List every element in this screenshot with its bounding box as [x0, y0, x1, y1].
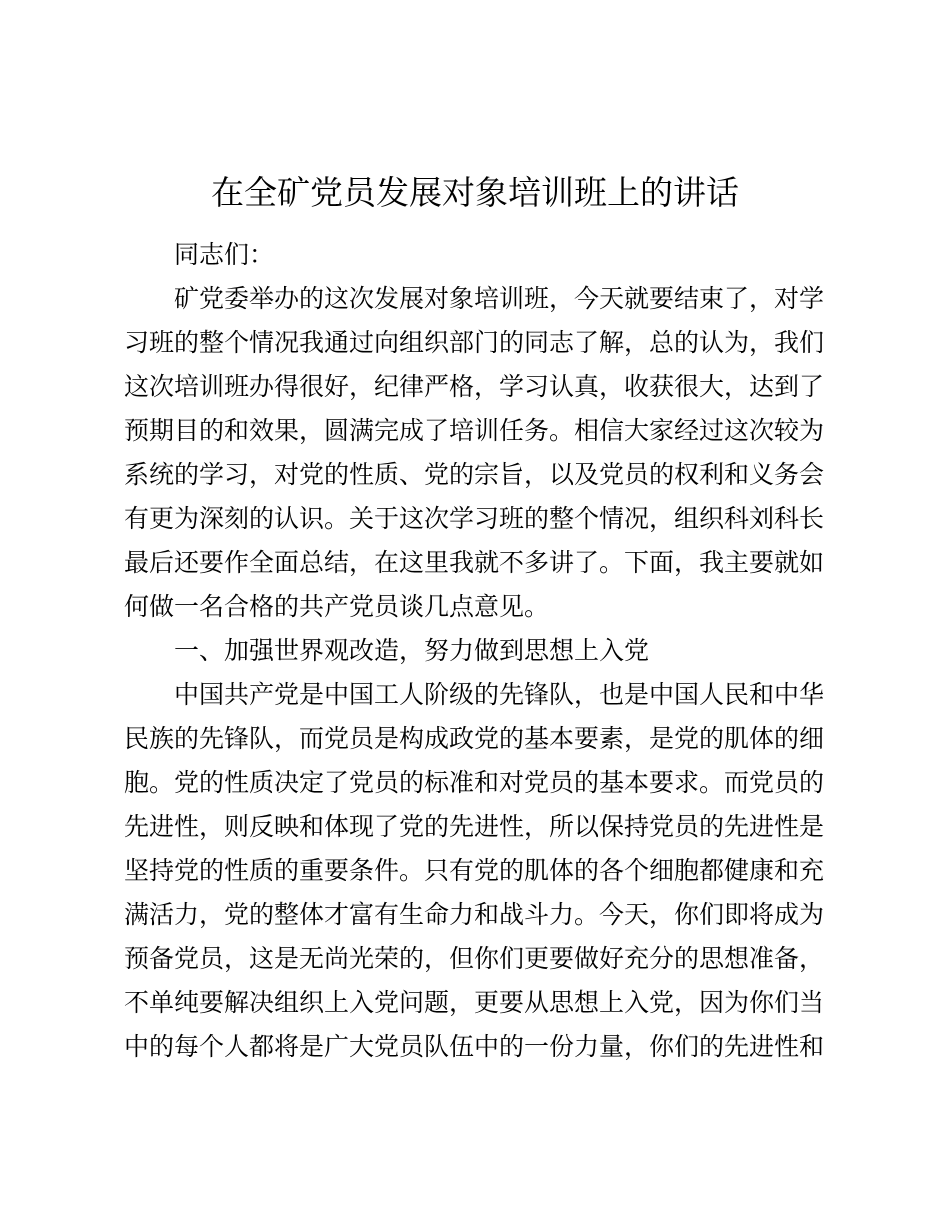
paragraph-1-line: 何做一名合格的共产党员谈几点意见。 [124, 592, 550, 621]
document-title: 在全矿党员发展对象培训班上的讲话 [211, 173, 739, 212]
paragraph-2-line: 预备党员，这是无尚光荣的，但你们更要做好充分的思想准备， [124, 944, 824, 973]
salutation: 同志们： [174, 240, 275, 269]
paragraph-2-line: 胞。党的性质决定了党员的标准和对党员的基本要求。而党员的 [124, 768, 824, 797]
paragraph-1-line: 系统的学习，对党的性质、党的宗旨，以及党员的权利和义务会 [124, 460, 824, 489]
paragraph-2-line: 中的每个人都将是广大党员队伍中的一份力量，你们的先进性和 [124, 1032, 824, 1061]
paragraph-2-line: 先进性，则反映和体现了党的先进性，所以保持党员的先进性是 [124, 812, 824, 841]
paragraph-2-line: 满活力，党的整体才富有生命力和战斗力。今天，你们即将成为 [124, 900, 824, 929]
paragraph-1-line: 最后还要作全面总结，在这里我就不多讲了。下面，我主要就如 [124, 548, 824, 577]
paragraph-1-line: 习班的整个情况我通过向组织部门的同志了解，总的认为，我们 [124, 328, 824, 357]
paragraph-1-line: 有更为深刻的认识。关于这次学习班的整个情况，组织科刘科长 [124, 504, 824, 533]
paragraph-1-line: 这次培训班办得很好，纪律严格，学习认真，收获很大，达到了 [124, 372, 824, 401]
paragraph-2-line: 不单纯要解决组织上入党问题，更要从思想上入党，因为你们当 [124, 988, 824, 1017]
paragraph-1-line: 矿党委举办的这次发展对象培训班，今天就要结束了，对学 [174, 284, 824, 313]
paragraph-2-line: 中国共产党是中国工人阶级的先锋队，也是中国人民和中华 [174, 680, 824, 709]
paragraph-2-line: 民族的先锋队，而党员是构成政党的基本要素，是党的肌体的细 [124, 724, 824, 753]
paragraph-2-line: 坚持党的性质的重要条件。只有党的肌体的各个细胞都健康和充 [124, 856, 824, 885]
paragraph-1-line: 预期目的和效果，圆满完成了培训任务。相信大家经过这次较为 [124, 416, 824, 445]
document-body [124, 233, 824, 1069]
section-heading-1: 一、加强世界观改造，努力做到思想上入党 [174, 636, 650, 665]
